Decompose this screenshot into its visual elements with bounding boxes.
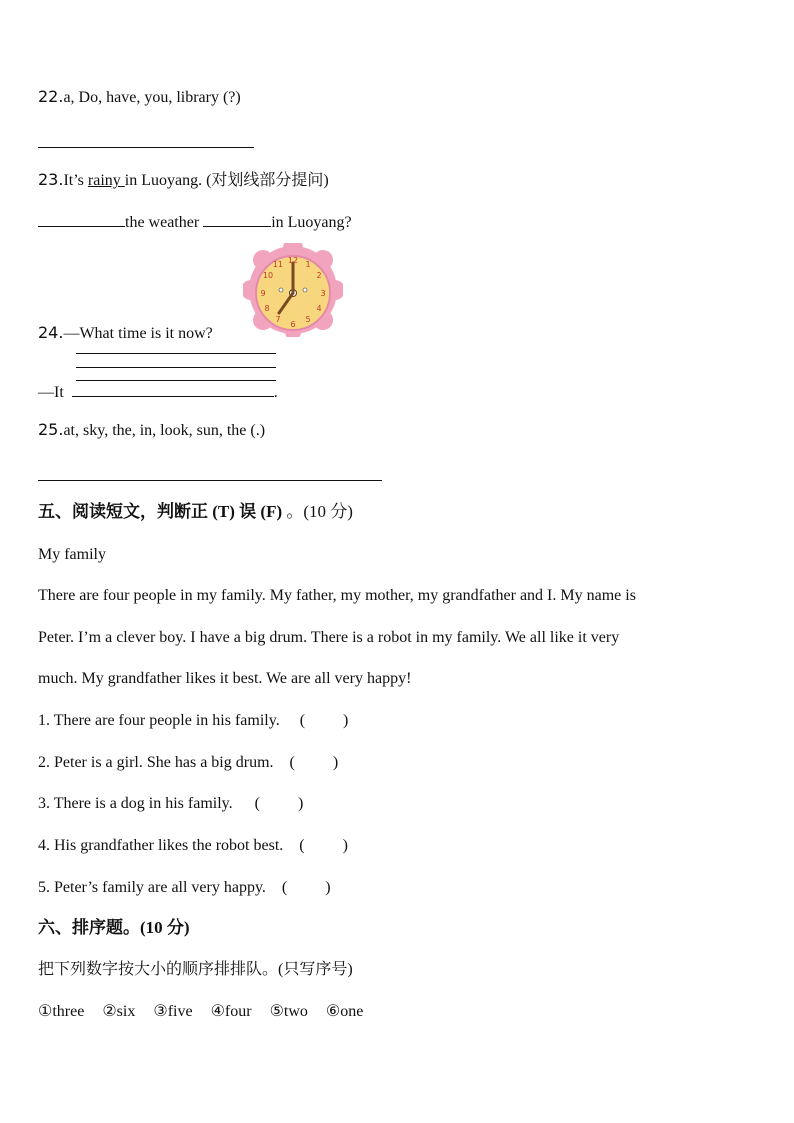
answer-blank-1[interactable]: [38, 212, 125, 227]
heading-part-c: 。(10 分): [286, 502, 353, 521]
clock-number-6: 6: [290, 320, 296, 329]
answer-bracket-close: ): [297, 795, 304, 812]
answer-line-24-c[interactable]: [76, 380, 276, 381]
answer-bracket-close: ): [343, 712, 349, 729]
clock-number-5: 5: [305, 315, 311, 324]
answer-end: .: [273, 384, 278, 401]
option-item: ③five: [153, 1003, 193, 1020]
answer-bracket-open: (: [289, 754, 295, 771]
heading-false-mark: (F): [260, 502, 283, 521]
heading-part-a: 五、阅读短文，判断正: [38, 502, 208, 521]
section-6-heading: 六、排序题。(10 分): [38, 918, 190, 937]
answer-start: —It: [38, 384, 64, 401]
clock-number-11: 11: [272, 260, 284, 269]
answer-bracket-close: ): [325, 879, 331, 896]
question-24: [38, 323, 213, 344]
tf-item: [38, 878, 331, 898]
tf-item-text: 2. Peter is a girl. She has a big drum.: [38, 754, 274, 771]
answer-line-24-a[interactable]: [76, 353, 276, 354]
answer-bracket-close: ): [342, 837, 348, 854]
answer-bracket-open: (: [299, 837, 305, 854]
question-number: 22.: [38, 87, 64, 106]
question-text: at, sky, the, in, look, sun, the (.): [63, 422, 266, 439]
answer-line-25[interactable]: [38, 480, 382, 481]
clock-number-9: 9: [260, 289, 266, 298]
heading-part-b: 误: [239, 502, 257, 521]
answer-sentence-23: [38, 212, 352, 233]
answer-bracket-open: (: [254, 795, 260, 812]
tf-item-text: 4. His grandfather likes the robot best.: [38, 837, 284, 854]
answer-blank-2[interactable]: [203, 212, 271, 227]
ordering-options: [38, 1002, 363, 1022]
clock-illustration: [243, 243, 343, 337]
clock-number-4: 4: [316, 304, 322, 313]
question-text-post: in Luoyang. (对划线部分提问): [124, 172, 329, 189]
option-item: ①three: [38, 1003, 85, 1020]
clock-number-10: 10: [262, 271, 274, 280]
option-item: ⑥one: [325, 1003, 364, 1020]
question-text: —What time is it now?: [63, 325, 213, 342]
passage-line-2: Peter. I’m a clever boy. I have a big drum. There is a robot in my family. We all like it very: [38, 629, 620, 646]
underlined-word: rainy: [87, 172, 125, 189]
passage-line-3: much. My grandfather likes it best. We are all very happy!: [38, 670, 412, 687]
question-22: [38, 87, 241, 108]
answer-bracket-open: (: [299, 712, 306, 729]
option-item: ⑤two: [269, 1003, 308, 1020]
tf-item: [38, 794, 303, 814]
clock-eye-right: [303, 288, 307, 292]
option-item: ④four: [210, 1003, 252, 1020]
tf-item-text: 5. Peter’s family are all very happy.: [38, 879, 266, 896]
clock-eye-left: [279, 288, 283, 292]
answer-blank-24[interactable]: [72, 382, 274, 397]
question-number: 25.: [38, 420, 64, 439]
clock-number-8: 8: [264, 304, 270, 313]
passage-line-1: There are four people in my family. My father, my mother, my grandfather and I. My name is: [38, 587, 636, 604]
clock-number-12: 12: [287, 256, 299, 265]
question-25: [38, 420, 265, 441]
question-text: a, Do, have, you, library (?): [63, 89, 241, 106]
answer-text-mid: the weather: [125, 214, 204, 231]
question-23: [38, 170, 329, 191]
tf-item: [38, 753, 338, 773]
clock-number-3: 3: [320, 289, 326, 298]
question-text-pre: It’s: [63, 172, 88, 189]
tf-item: [38, 836, 348, 856]
clock-number-2: 2: [316, 271, 322, 280]
answer-sentence-24: [38, 382, 278, 403]
question-number: 24.: [38, 323, 64, 342]
tf-item-text: 3. There is a dog in his family.: [38, 795, 233, 812]
passage-title: My family: [38, 546, 106, 563]
clock-number-7: 7: [275, 315, 281, 324]
answer-line-22[interactable]: [38, 147, 254, 148]
option-item: ②six: [102, 1003, 136, 1020]
heading-true-mark: (T): [212, 502, 235, 521]
answer-text-end: in Luoyang?: [271, 214, 352, 231]
clock-number-1: 1: [305, 260, 311, 269]
tf-item-text: 1. There are four people in his family.: [38, 712, 280, 729]
section-5-heading: [38, 502, 353, 522]
tf-item: [38, 711, 348, 731]
answer-bracket-open: (: [281, 879, 288, 896]
answer-line-24-b[interactable]: [76, 367, 276, 368]
answer-bracket-close: ): [332, 754, 339, 771]
section-6-instruction: 把下列数字按大小的顺序排排队。(只写序号): [38, 961, 353, 978]
question-number: 23.: [38, 170, 64, 189]
